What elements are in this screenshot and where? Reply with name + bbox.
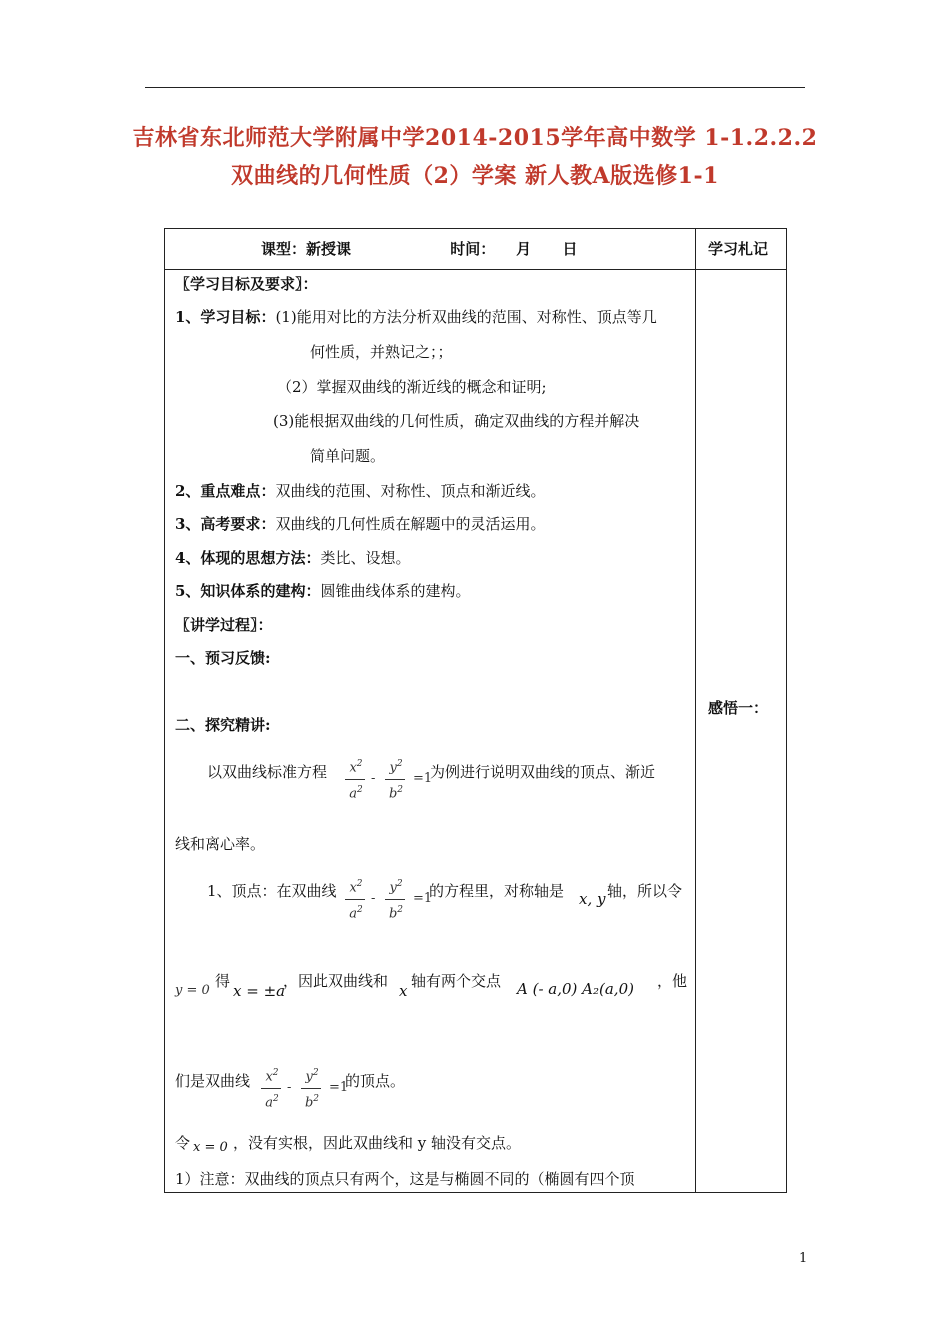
para5-rest: ，没有实根，因此双曲线和 y 轴没有交点。	[233, 1134, 522, 1152]
goal1-text-a: (1)能用对比的方法分析双曲线的范围、对称性、顶点等几	[275, 308, 657, 326]
para4-intro: 们是双曲线	[175, 1072, 251, 1090]
goal4-label: 4、体现的思想方法：	[175, 549, 321, 567]
para3-mid2: 轴有两个交点	[411, 972, 502, 990]
para3-de: 得	[215, 972, 231, 990]
goal2	[175, 481, 545, 501]
para2-mid: 的方程里，对称轴是	[429, 882, 565, 900]
vertex-points: A (- a,0) A₂(a,0)	[517, 980, 634, 998]
goal4	[175, 548, 410, 568]
para1-continued: 线和离心率。	[175, 835, 266, 853]
para6-note: 1）注意：双曲线的顶点只有两个，这是与椭圆不同的（椭圆有四个顶	[175, 1170, 635, 1188]
para1-intro: 以双曲线标准方程	[207, 763, 328, 781]
para4-rest: 的顶点。	[345, 1072, 406, 1090]
section-explore: 二、探究精讲:	[175, 716, 271, 734]
goal1-label: 1、学习目标：	[175, 308, 276, 326]
axes-symbol: x, y	[579, 890, 606, 908]
goal5	[175, 581, 470, 601]
goal3-text: 双曲线的几何性质在解题中的灵活运用。	[275, 515, 546, 533]
header-notes: 学习札记	[708, 240, 769, 258]
goal1-text-c2: 简单问题。	[310, 447, 386, 465]
goal4-text: 类比、设想。	[320, 549, 411, 567]
goal1-text-b: （2）掌握双曲线的渐近线的概念和证明;	[277, 378, 547, 396]
para3-mid: ，因此双曲线和	[283, 972, 389, 990]
hyperbola-equation-2: $x^2$ $a^2$ - $y^2$ $b^2$ =1	[341, 879, 431, 929]
lesson-table	[164, 228, 787, 1193]
goal3	[175, 514, 545, 534]
goals-heading: 〖学习目标及要求〗：	[175, 275, 318, 293]
document-title-line1: 吉林省东北师范大学附属中学2014-2015学年高中数学 1-1.2.2.2	[132, 125, 818, 151]
goal1-text-a2: 何性质，并熟记之；；	[310, 343, 453, 361]
para2-intro: 1、顶点：在双曲线	[207, 882, 337, 900]
document-title-line2: 双曲线的几何性质（2）学案 新人教A版选修1-1	[231, 163, 719, 189]
goal5-text: 圆锥曲线体系的建构。	[320, 582, 471, 600]
goal2-label: 2、重点难点：	[175, 482, 276, 500]
goal2-text: 双曲线的范围、对称性、顶点和渐近线。	[275, 482, 546, 500]
eq-y-zero: y = 0	[175, 983, 210, 998]
section-preview: 一、预习反馈:	[175, 649, 271, 667]
hyperbola-equation-1: $x^2$ $a^2$ - $y^2$ $b^2$ =1	[341, 759, 431, 809]
para3-rest: ，他	[657, 972, 688, 990]
para2-rest: 轴，所以令	[607, 882, 683, 900]
para5-intro: 令	[175, 1134, 191, 1152]
para1-rest: 为例进行说明双曲线的顶点、渐近	[430, 763, 656, 781]
top-rule	[145, 87, 805, 88]
header-lesson-info: 课型：新授课 时间： 月 日	[261, 240, 578, 258]
eq-x-pm-a: x = ±a	[233, 982, 286, 1000]
goal3-label: 3、高考要求：	[175, 515, 276, 533]
goal1-text-c: (3)能根据双曲线的几何性质，确定双曲线的方程并解决	[273, 412, 640, 430]
page-number: 1	[799, 1251, 808, 1266]
header-divider	[165, 269, 786, 270]
goal5-label: 5、知识体系的建构：	[175, 582, 321, 600]
side-note-label: 感悟一：	[708, 699, 769, 717]
process-heading: 〖讲学过程〗：	[175, 616, 273, 634]
x-symbol: x	[399, 982, 408, 1000]
column-divider	[695, 229, 696, 1192]
eq-x-zero: x = 0	[193, 1140, 228, 1155]
goal1	[175, 307, 657, 327]
hyperbola-equation-3: $x^2$ $a^2$ - $y^2$ $b^2$ =1	[257, 1068, 347, 1118]
